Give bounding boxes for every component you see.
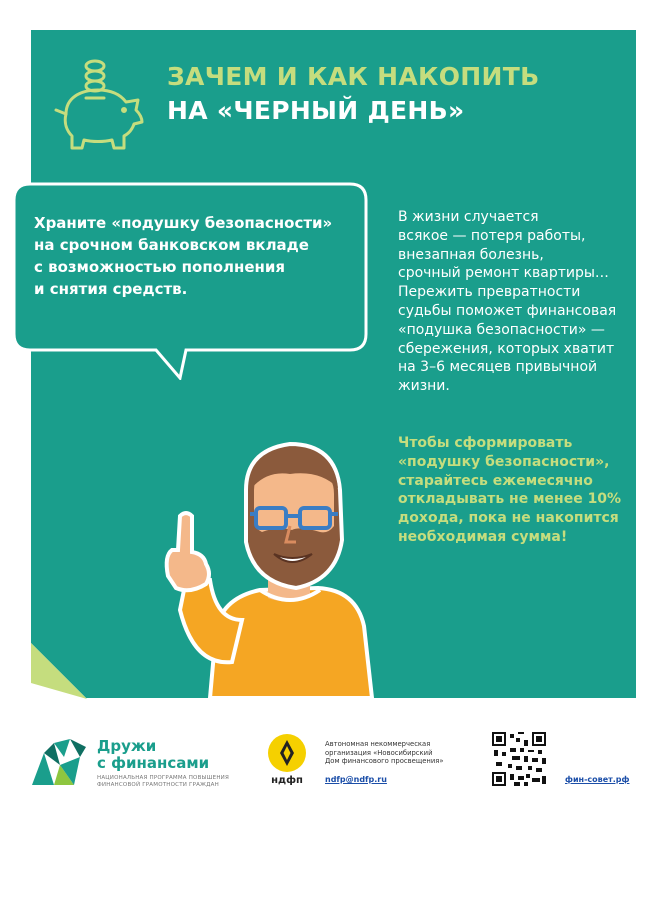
bubble-line: и снятия средств.	[34, 280, 188, 298]
bubble-line: Храните «подушку безопасности»	[34, 214, 333, 232]
org-line: Автономная некоммерческая	[325, 740, 431, 748]
advice-line: Чтобы сформировать	[398, 435, 573, 451]
advice-line: необходимая сумма!	[398, 528, 568, 545]
brand-sub-line: НАЦИОНАЛЬНАЯ ПРОГРАММА ПОВЫШЕНИЯ	[97, 775, 230, 781]
org-line: организация «Новосибирский	[325, 748, 433, 757]
bubble-text	[34, 212, 359, 300]
site-link[interactable]: фин-совет.рф	[565, 775, 630, 784]
advice-line: старайтесь ежемесячно	[398, 472, 593, 489]
friends-finance-logo-icon	[30, 735, 90, 787]
bubble-line: с возможностью пополнения	[34, 258, 286, 276]
info-line: срочный ремонт квартиры…	[398, 265, 609, 282]
coin-stack-icon	[86, 61, 104, 91]
title-line-2: НА «ЧЕРНЫЙ ДЕНЬ»	[167, 96, 465, 125]
ndfp-label: ндфп	[271, 775, 303, 786]
email-link[interactable]: ndfp@ndfp.ru	[325, 775, 387, 784]
title-line-1: ЗАЧЕМ И КАК НАКОПИТЬ	[167, 62, 540, 91]
piggy-bank-icon	[48, 52, 148, 152]
advice-text	[398, 434, 638, 547]
advice-line: «подушку безопасности»,	[398, 453, 610, 470]
folded-corner	[31, 643, 87, 699]
org-name	[325, 740, 444, 766]
friends-finance-brand	[97, 738, 209, 772]
qr-code-icon	[492, 732, 546, 786]
info-line: сбережения, которых хватит	[398, 340, 615, 357]
bubble-line: на срочном банковском вкладе	[34, 236, 309, 254]
info-line: на 3–6 месяцев привычной	[398, 359, 598, 376]
info-line: В жизни случается	[398, 209, 539, 225]
brand-line: с финансами	[97, 754, 210, 772]
info-line: внезапная болезнь,	[398, 246, 544, 263]
ndfp-logo-icon	[264, 732, 310, 778]
advice-line: дохода, пока не накопится	[398, 510, 619, 527]
info-line: «подушка безопасности» —	[398, 321, 605, 338]
info-line: судьбы поможет финансовая	[398, 302, 617, 319]
info-line: Пережить превратности	[398, 284, 581, 301]
info-text	[398, 208, 638, 396]
info-line: жизни.	[398, 378, 450, 395]
brand-sub-line: ФИНАНСОВОЙ ГРАМОТНОСТИ ГРАЖДАН	[97, 782, 219, 788]
brand-line: Дружи	[97, 737, 157, 755]
brand-subtitle	[97, 775, 229, 789]
advice-line: откладывать не менее 10%	[398, 491, 622, 508]
info-line: всякое — потеря работы,	[398, 227, 586, 244]
bearded-man-illustration	[150, 430, 380, 700]
org-line: Дом финансового просвещения»	[325, 757, 444, 765]
